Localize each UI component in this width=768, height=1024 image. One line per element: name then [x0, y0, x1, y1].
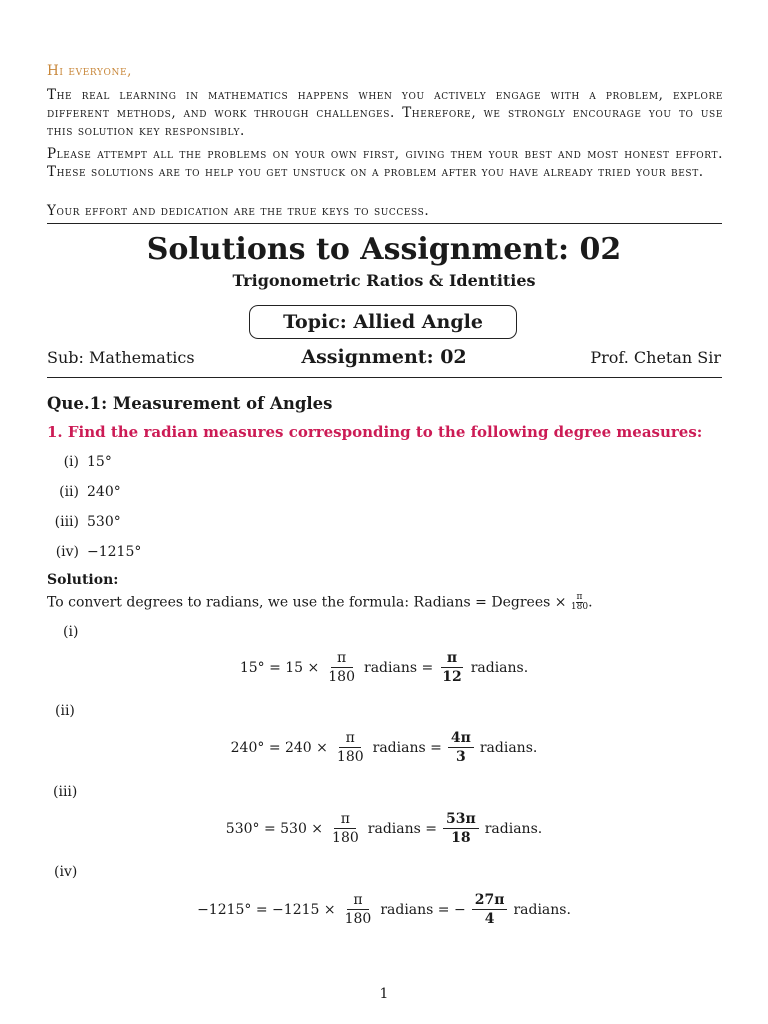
item-label: (i) [63, 454, 79, 470]
equation-fraction [325, 650, 358, 685]
equation-end: radians. [470, 659, 529, 676]
result-numerator: 53π [443, 811, 479, 829]
professor-label: Prof. Chetan Sir [590, 348, 721, 367]
equation-middle: radians = − [380, 901, 466, 918]
page-title: Solutions to Assignment: 02 [146, 232, 622, 267]
intro-paragraph-2: Please attempt all the problems on your own first, giving them your best and most honest effort. These solutions are to help you get unstuck on a problem after you have already tried your best. [47, 146, 723, 180]
equation-middle: radians = [372, 739, 442, 756]
item-label: (iii) [54, 514, 79, 530]
assignment-label: Assignment: 02 [301, 346, 467, 368]
result-fraction [439, 650, 464, 685]
greeting-text: Hi everyone, [47, 63, 133, 79]
equation-lhs: 530° = 530 × [225, 820, 324, 837]
fraction-denominator: 180 [332, 830, 359, 846]
item-value: 240° [87, 484, 121, 500]
equation-end: radians. [479, 739, 538, 756]
step-equation [0, 650, 768, 685]
formula-numerator: π [576, 592, 583, 602]
equation-lhs: −1215° = −1215 × [197, 901, 336, 918]
equation-middle: radians = [367, 820, 437, 837]
topic-box: Topic: Allied Angle [249, 305, 517, 339]
result-denominator: 4 [484, 911, 495, 927]
step-label: (iv) [54, 864, 78, 880]
fraction-numerator: π [334, 811, 356, 829]
header-divider [47, 377, 722, 378]
step-label: (i) [63, 624, 79, 640]
solution-intro-text: To convert degrees to radians, we use the formula: Radians = Degrees × [47, 594, 567, 611]
formula-denominator: 180 [570, 602, 589, 612]
solution-intro [47, 593, 593, 612]
equation-end: radians. [513, 901, 571, 918]
page-subtitle: Trigonometric Ratios & Identities [232, 271, 536, 290]
equation-fraction [334, 730, 367, 765]
result-numerator: 4π [448, 730, 474, 748]
solution-heading: Solution: [47, 572, 119, 588]
question-heading: Que.1: Measurement of Angles [47, 394, 333, 413]
item-value: 15° [87, 454, 112, 470]
step-equation [0, 811, 768, 846]
result-fraction [448, 730, 474, 765]
equation-middle: radians = [364, 659, 434, 676]
formula-fraction [571, 593, 588, 612]
result-denominator: 3 [455, 749, 466, 765]
fraction-denominator: 180 [344, 911, 372, 927]
item-label: (iv) [55, 544, 79, 560]
result-denominator: 12 [442, 669, 462, 685]
fraction-denominator: 180 [336, 749, 364, 765]
intro-paragraph-1: The real learning in mathematics happens when you actively engage with a problem, explore different methods, and work through challenges. Therefore, we strongly encourage you to use this solution key responsibly. [47, 87, 723, 139]
intro-paragraph-3: Your effort and dedication are the true keys to success. [47, 203, 430, 219]
step-label: (iii) [53, 784, 78, 800]
step-equation [0, 730, 768, 765]
equation-lhs: 15° = 15 × [239, 659, 320, 676]
fraction-numerator: π [339, 730, 361, 748]
question-prompt: 1. Find the radian measures corresponding to the following degree measures: [47, 423, 703, 441]
top-divider [47, 223, 722, 224]
result-numerator: π [441, 650, 463, 668]
page-number: 1 [379, 986, 389, 1002]
result-fraction [472, 892, 508, 927]
fraction-denominator: 180 [328, 669, 355, 685]
fraction-numerator: π [331, 650, 353, 668]
item-label: (ii) [59, 484, 79, 500]
formula-end: . [588, 594, 593, 611]
item-value: 530° [87, 514, 121, 530]
equation-fraction [342, 892, 375, 927]
equation-lhs: 240° = 240 × [230, 739, 328, 756]
subject-label: Sub: Mathematics [47, 348, 195, 367]
step-equation [0, 892, 768, 927]
item-value: −1215° [87, 544, 142, 560]
result-numerator: 27π [472, 892, 508, 910]
result-fraction [443, 811, 479, 846]
fraction-numerator: π [347, 892, 369, 910]
result-denominator: 18 [451, 830, 471, 846]
equation-end: radians. [484, 820, 543, 837]
equation-fraction [329, 811, 362, 846]
step-label: (ii) [55, 703, 75, 719]
